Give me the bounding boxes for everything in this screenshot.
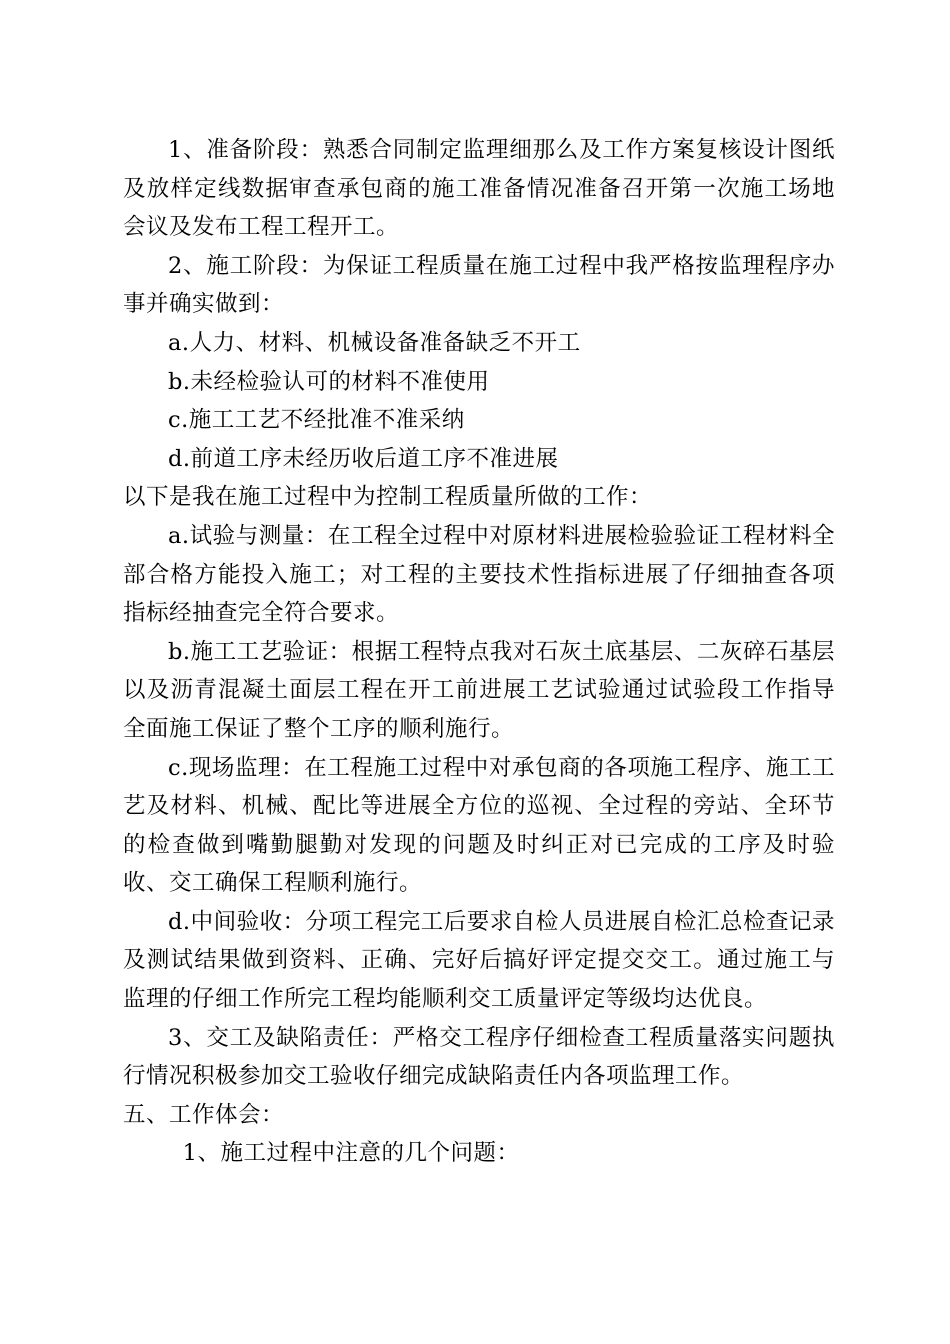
section-heading-work-experience: 五、工作体会： xyxy=(123,1101,285,1128)
list-item-a-resources: a.人力、材料、机械设备准备缺乏不开工 xyxy=(168,329,581,356)
list-item-d-procedure: d.前道工序未经历收后道工序不准进展 xyxy=(168,445,559,472)
list-item-c-process: c.施工工艺不经批准不准采纳 xyxy=(168,407,465,434)
paragraph-work-intro: 以下是我在施工过程中为控制工程质量所做的工作： xyxy=(123,484,653,511)
paragraph-construction-stage: 2、施工阶段：为保证工程质量在施工过程中我严格按监理程序办事并确实做到： xyxy=(123,252,835,318)
list-item-b-materials: b.未经检验认可的材料不准使用 xyxy=(168,368,490,395)
paragraph-preparation-stage: 1、准备阶段：熟悉合同制定监理细那么及工作方案复核设计图纸及放样定线数据审查承包商的施工准备情况准备召开第一次施工场地会议及发布工程工程开工。 xyxy=(123,137,835,241)
paragraph-handover-defects: 3、交工及缺陷责任：严格交工程序仔细检查工程质量落实问题执行情况积极参加交工验收仔细完成缺陷责任内各项监理工作。 xyxy=(123,1024,835,1090)
paragraph-site-supervision: c.现场监理：在工程施工过程中对承包商的各项施工程序、施工工艺及材料、机械、配比等进展全方位的巡视、全过程的旁站、全环节的检查做到嘴勤腿勤对发现的问题及时纠正对已完成的工序及时验收、交工确保工程顺利施行。 xyxy=(123,754,835,897)
document-body xyxy=(123,131,835,1173)
paragraph-process-verification: b.施工工艺验证：根据工程特点我对石灰土底基层、二灰碎石基层以及沥青混凝土面层工程在开工前进展工艺试验通过试验段工作指导全面施工保证了整个工序的顺利施行。 xyxy=(123,638,835,742)
paragraph-interim-acceptance: d.中间验收：分项工程完工后要求自检人员进展自检汇总检查记录及测试结果做到资料、正确、完好后搞好评定提交交工。通过施工与监理的仔细工作所完工程均能顺利交工质量评定等级均达优良。 xyxy=(123,908,835,1013)
paragraph-testing-measurement: a.试验与测量：在工程全过程中对原材料进展检验验证工程材料全部合格方能投入施工；对工程的主要技术性指标进展了仔细抽查各项指标经抽查完全符合要求。 xyxy=(123,522,835,627)
subheading-construction-issues: 1、施工过程中注意的几个问题： xyxy=(182,1140,520,1167)
